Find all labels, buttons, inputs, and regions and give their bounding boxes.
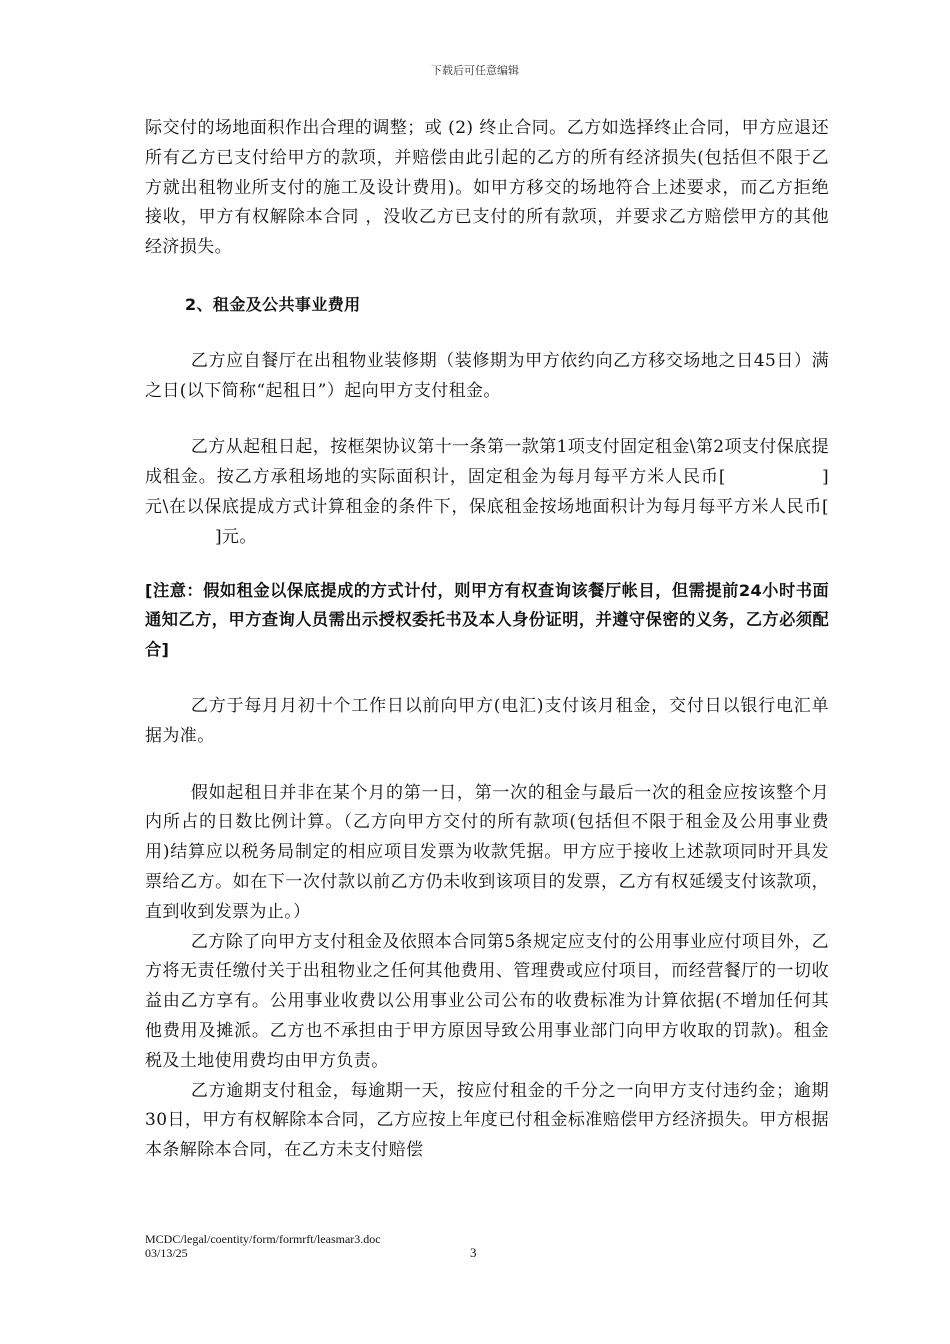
note-paragraph: [注意：假如租金以保底提成的方式计付，则甲方有权查询该餐厅帐目，但需提前24小时书面通知乙方，甲方查询人员需出示授权委托书及本人身份证明，并遵守保密的义务，乙方必须配合] [145,580,829,660]
rent-text-part-1: 乙方从起租日起，按框架协议第十一条第一款第1项支付固定租金\第2项支付保底提成租金。按乙方承租场地的实际面积计，固定租金为每月每平方米人民币[ [145,437,829,488]
paragraph-rent-start: 乙方应自餐厅在出租物业装修期（装修期为甲方依约向乙方移交场地之日45日）满之日(以下简称“起租日”）起向甲方支付租金。 [145,350,829,401]
footer-file-path: MCDC/legal/coentity/form/formrft/leasmar3.doc [145,1232,381,1246]
paragraph-late-payment: 乙方逾期支付租金，每逾期一天，按应付租金的千分之一向甲方支付违约金；逾期30日，甲方有权解除本合同，乙方应按上年度已付租金标准赔偿甲方经济损失。甲方根据本条解除本合同，在乙方未支付赔偿 [145,1080,829,1161]
rent-text-part-3: ]元。 [215,526,257,547]
page-header: 下载后可任意编辑 [431,64,519,77]
paragraph-rent-amount [145,433,829,552]
page-number: 3 [470,1245,477,1260]
paragraph-utility-fees: 乙方除了向甲方支付租金及依照本合同第5条规定应支付的公用事业应付项目外，乙方将无责任缴付关于出租物业之任何其他费用、管理费或应付项目，而经营餐厅的一切收益由乙方享有。公用事业收费以公用事业公司公布的收费标准为计算依据(不增加任何其他费用及摊派。乙方也不承担由于甲方原因导致公用事业部门向甲方收取的罚款)。租金税及土地使用费均由甲方负责。 [145,931,829,1071]
document-body [145,114,829,1166]
paragraph-contract-termination: 际交付的场地面积作出合理的调整；或 (2) 终止合同。乙方如选择终止合同，甲方应退还所有乙方已支付给甲方的款项，并赔偿由此引起的乙方的所有经济损失(包括但不限于乙方就出租物业所支付的施工及设计费用)。如甲方移交的场地符合上述要求，而乙方拒绝接收，甲方有权解除本合同 ，没收乙方已支付的所有款项，并要求乙方赔偿甲方的其他经济损失。 [145,118,829,258]
section-heading-rent: 2、租金及公共事业费用 [185,294,361,314]
paragraph-prorated-rent: 假如起租日并非在某个月的第一日，第一次的租金与最后一次的租金应按该整个月内所占的日数比例计算。（乙方向甲方交付的所有款项(包括但不限于租金及公用事业费用)结算应以税务局制定的相应项目发票为收款凭据。甲方应于接收上述款项同时开具发票给乙方。如在下一次付款以前乙方仍未收到该项目的发票，乙方有权延缓支付该款项，直到收到发票为止。） [145,782,829,922]
rent-text-part-2: ]元\在以保底提成方式计算租金的条件下，保底租金按场地面积计为每月每平方米人民币[ [145,467,829,517]
paragraph-payment-timing: 乙方于每月月初十个工作日以前向甲方(电汇)支付该月租金，交付日以银行电汇单据为准。 [145,695,829,746]
footer-date: 03/13/25 [145,1246,188,1260]
